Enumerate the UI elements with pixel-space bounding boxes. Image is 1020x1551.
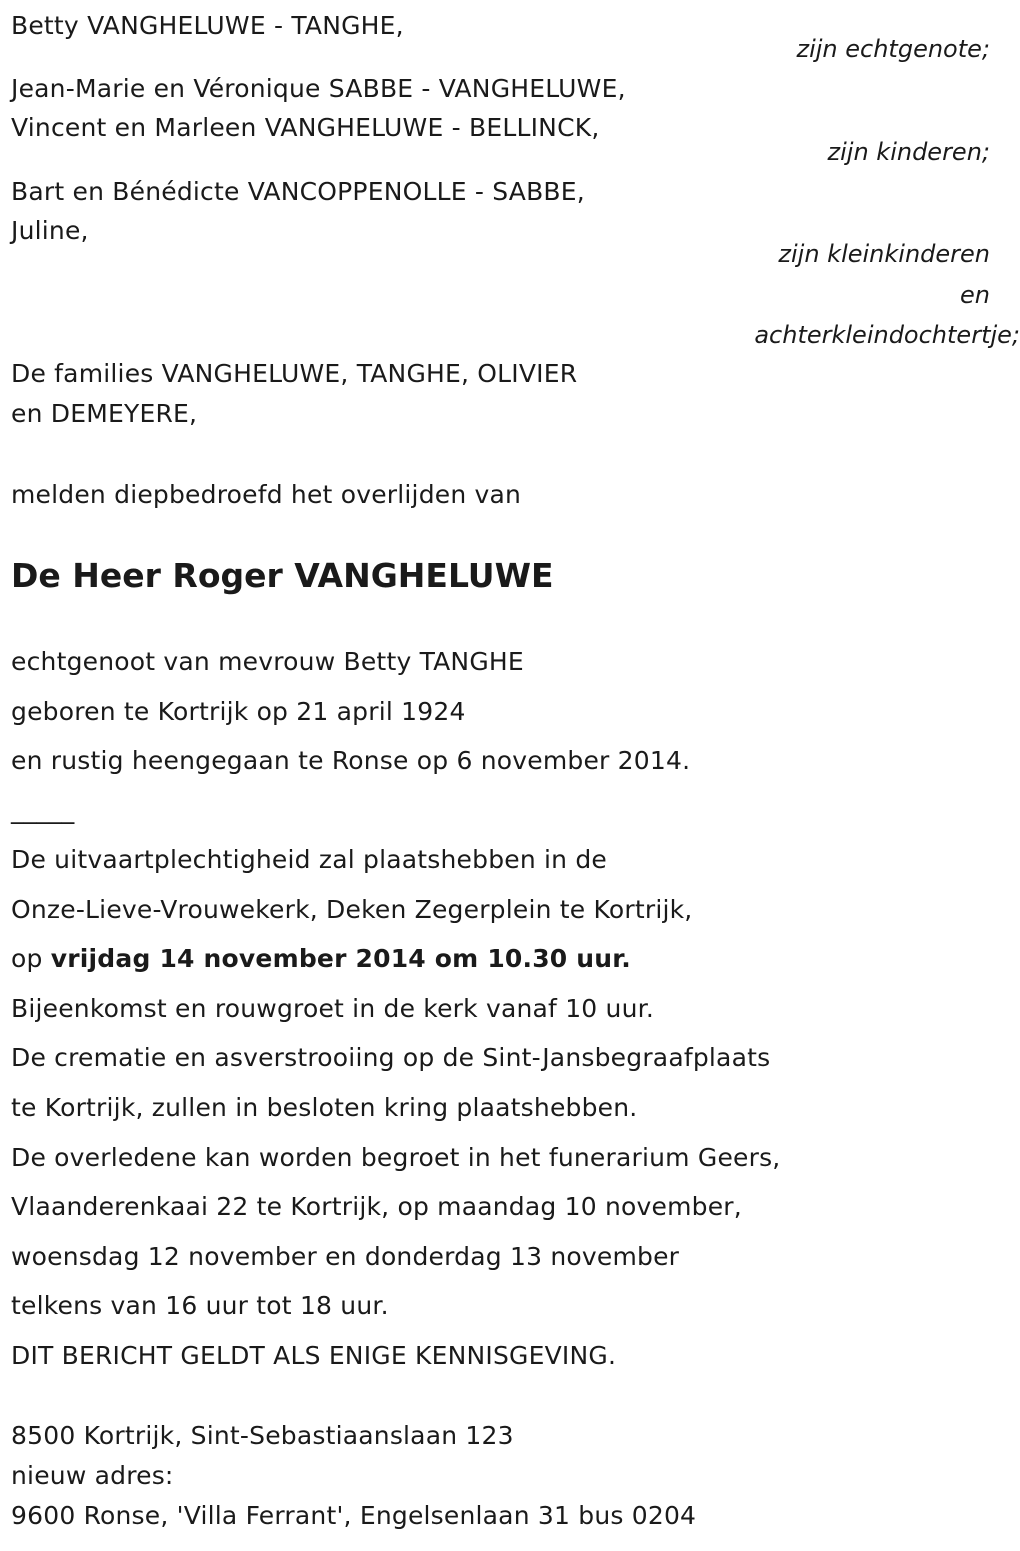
funeral-line-1: De uitvaartplechtigheid zal plaatshebben in de bbox=[11, 845, 608, 874]
grandchildren-role-1: zijn kleinkinderen bbox=[778, 240, 990, 268]
children-line-2: Vincent en Marleen VANGHELUWE - BELLINCK, bbox=[11, 113, 600, 142]
grandchildren-role-3: achterkleindochtertje; bbox=[754, 321, 1020, 349]
spouse-line: Betty VANGHELUWE - TANGHE, bbox=[11, 11, 404, 40]
families-line-2: en DEMEYERE, bbox=[11, 399, 198, 428]
details-line-2: geboren te Kortrijk op 21 april 1924 bbox=[11, 697, 466, 726]
grandchildren-role-2: en bbox=[960, 281, 990, 309]
separator-line: _____ bbox=[11, 795, 75, 824]
funeral-date-prefix: op bbox=[11, 944, 43, 973]
funeral-line-10: telkens van 16 uur tot 18 uur. bbox=[11, 1291, 389, 1320]
funeral-line-6: te Kortrijk, zullen in besloten kring plaatshebben. bbox=[11, 1093, 638, 1122]
funeral-line-8: Vlaanderenkaai 22 te Kortrijk, op maandag 10 november, bbox=[11, 1192, 742, 1221]
grandchildren-line-1: Bart en Bénédicte VANCOPPENOLLE - SABBE, bbox=[11, 177, 585, 206]
grandchildren-line-2: Juline, bbox=[11, 216, 89, 245]
funeral-date-bold: vrijdag 14 november 2014 om 10.30 uur. bbox=[50, 944, 631, 973]
funeral-line-9: woensdag 12 november en donderdag 13 november bbox=[11, 1242, 680, 1271]
funeral-line-5: De crematie en asverstrooiing op de Sint-Jansbegraafplaats bbox=[11, 1043, 771, 1072]
children-line-1: Jean-Marie en Véronique SABBE - VANGHELUWE, bbox=[11, 74, 626, 103]
funeral-line-7: De overledene kan worden begroet in het funerarium Geers, bbox=[11, 1143, 781, 1172]
families-line-1: De families VANGHELUWE, TANGHE, OLIVIER bbox=[11, 359, 578, 388]
address-line-1: 8500 Kortrijk, Sint-Sebastiaanslaan 123 bbox=[11, 1421, 514, 1450]
funeral-line-11: DIT BERICHT GELDT ALS ENIGE KENNISGEVING. bbox=[11, 1341, 617, 1370]
address-line-2: nieuw adres: bbox=[11, 1461, 174, 1490]
funeral-line-3 bbox=[11, 944, 631, 974]
funeral-line-2: Onze-Lieve-Vrouwekerk, Deken Zegerplein te Kortrijk, bbox=[11, 895, 693, 924]
details-line-3: en rustig heengegaan te Ronse op 6 november 2014. bbox=[11, 746, 691, 775]
announcement-line: melden diepbedroefd het overlijden van bbox=[11, 480, 522, 509]
spouse-role: zijn echtgenote; bbox=[796, 35, 990, 63]
funeral-line-4: Bijeenkomst en rouwgroet in de kerk vanaf 10 uur. bbox=[11, 994, 654, 1023]
deceased-name: De Heer Roger VANGHELUWE bbox=[11, 556, 554, 595]
address-line-3: 9600 Ronse, 'Villa Ferrant', Engelsenlaan 31 bus 0204 bbox=[11, 1501, 697, 1530]
details-line-1: echtgenoot van mevrouw Betty TANGHE bbox=[11, 647, 524, 676]
children-role: zijn kinderen; bbox=[827, 138, 990, 166]
